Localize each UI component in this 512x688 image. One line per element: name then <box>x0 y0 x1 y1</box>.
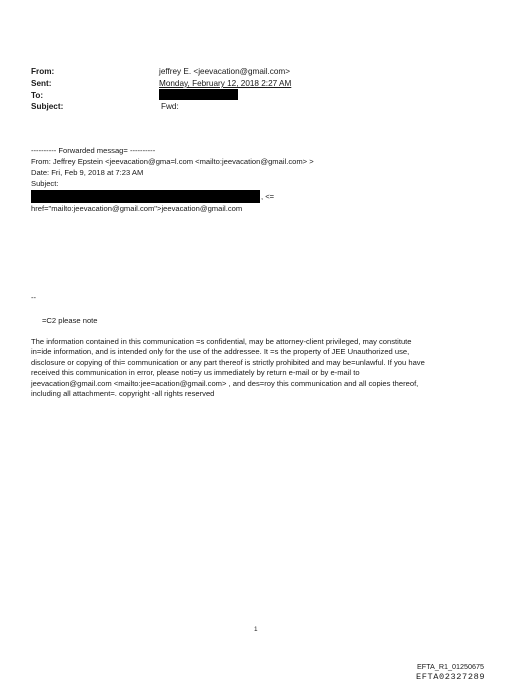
subject-redaction <box>31 190 260 203</box>
disclaimer-line: in=ide information, and is intended only for the use of the addressee. It =s the property of JEE Unauthorized use, <box>31 347 410 357</box>
redaction-tail: , <= <box>261 192 275 201</box>
forwarded-subject-line: Subject: <box>31 179 59 188</box>
from-label: From: <box>31 67 55 76</box>
sent-value: Monday, February 12, 2018 2:27 AM <box>159 79 292 88</box>
from-value: jeffrey E. <jeevacation@gmail.com> <box>159 67 291 76</box>
subject-label: Subject: <box>31 102 64 111</box>
to-label: To: <box>31 91 44 100</box>
note-line: =C2 please note <box>42 316 98 325</box>
page-number: 1 <box>254 626 258 633</box>
subject-value: Fwd: <box>161 102 179 111</box>
to-redaction <box>159 89 238 100</box>
disclaimer-line: received this communication in error, please noti=y us immediately by return e-mail or by e-mail to <box>31 368 360 378</box>
forwarded-from-line: From: Jeffrey Epstein <jeevacation@gma=l.com <mailto:jeevacation@gmail.com> > <box>31 157 314 166</box>
signature-dashes: -- <box>31 293 37 302</box>
forwarded-divider: ---------- Forwarded messag= ---------- <box>31 146 156 155</box>
disclaimer-line: jeevacation@gmail.com <mailto:jee=acation@gmail.com> , and des=roy this communication and all copies thereof, <box>31 378 419 388</box>
href-line: href="mailto:jeevacation@gmail.com">jeevacation@gmail.com <box>31 204 243 213</box>
disclaimer-line: including all attachment=. copyright -all rights reserved <box>31 389 215 399</box>
sent-label: Sent: <box>31 79 52 88</box>
disclaimer-paragraph <box>31 337 479 399</box>
disclaimer-line: The information contained in this communication =s confidential, may be attorney-client privileged, may constitute <box>31 337 412 346</box>
forwarded-date-line: Date: Fri, Feb 9, 2018 at 7:23 AM <box>31 168 144 177</box>
bates-number-large: EFTA02327289 <box>416 672 486 682</box>
bates-number-small: EFTA_R1_01250675 <box>417 662 484 671</box>
disclaimer-line: disclosure or copying of thi= communication or any part thereof is strictly prohibited and may be=unlawful. If you have <box>31 357 425 367</box>
